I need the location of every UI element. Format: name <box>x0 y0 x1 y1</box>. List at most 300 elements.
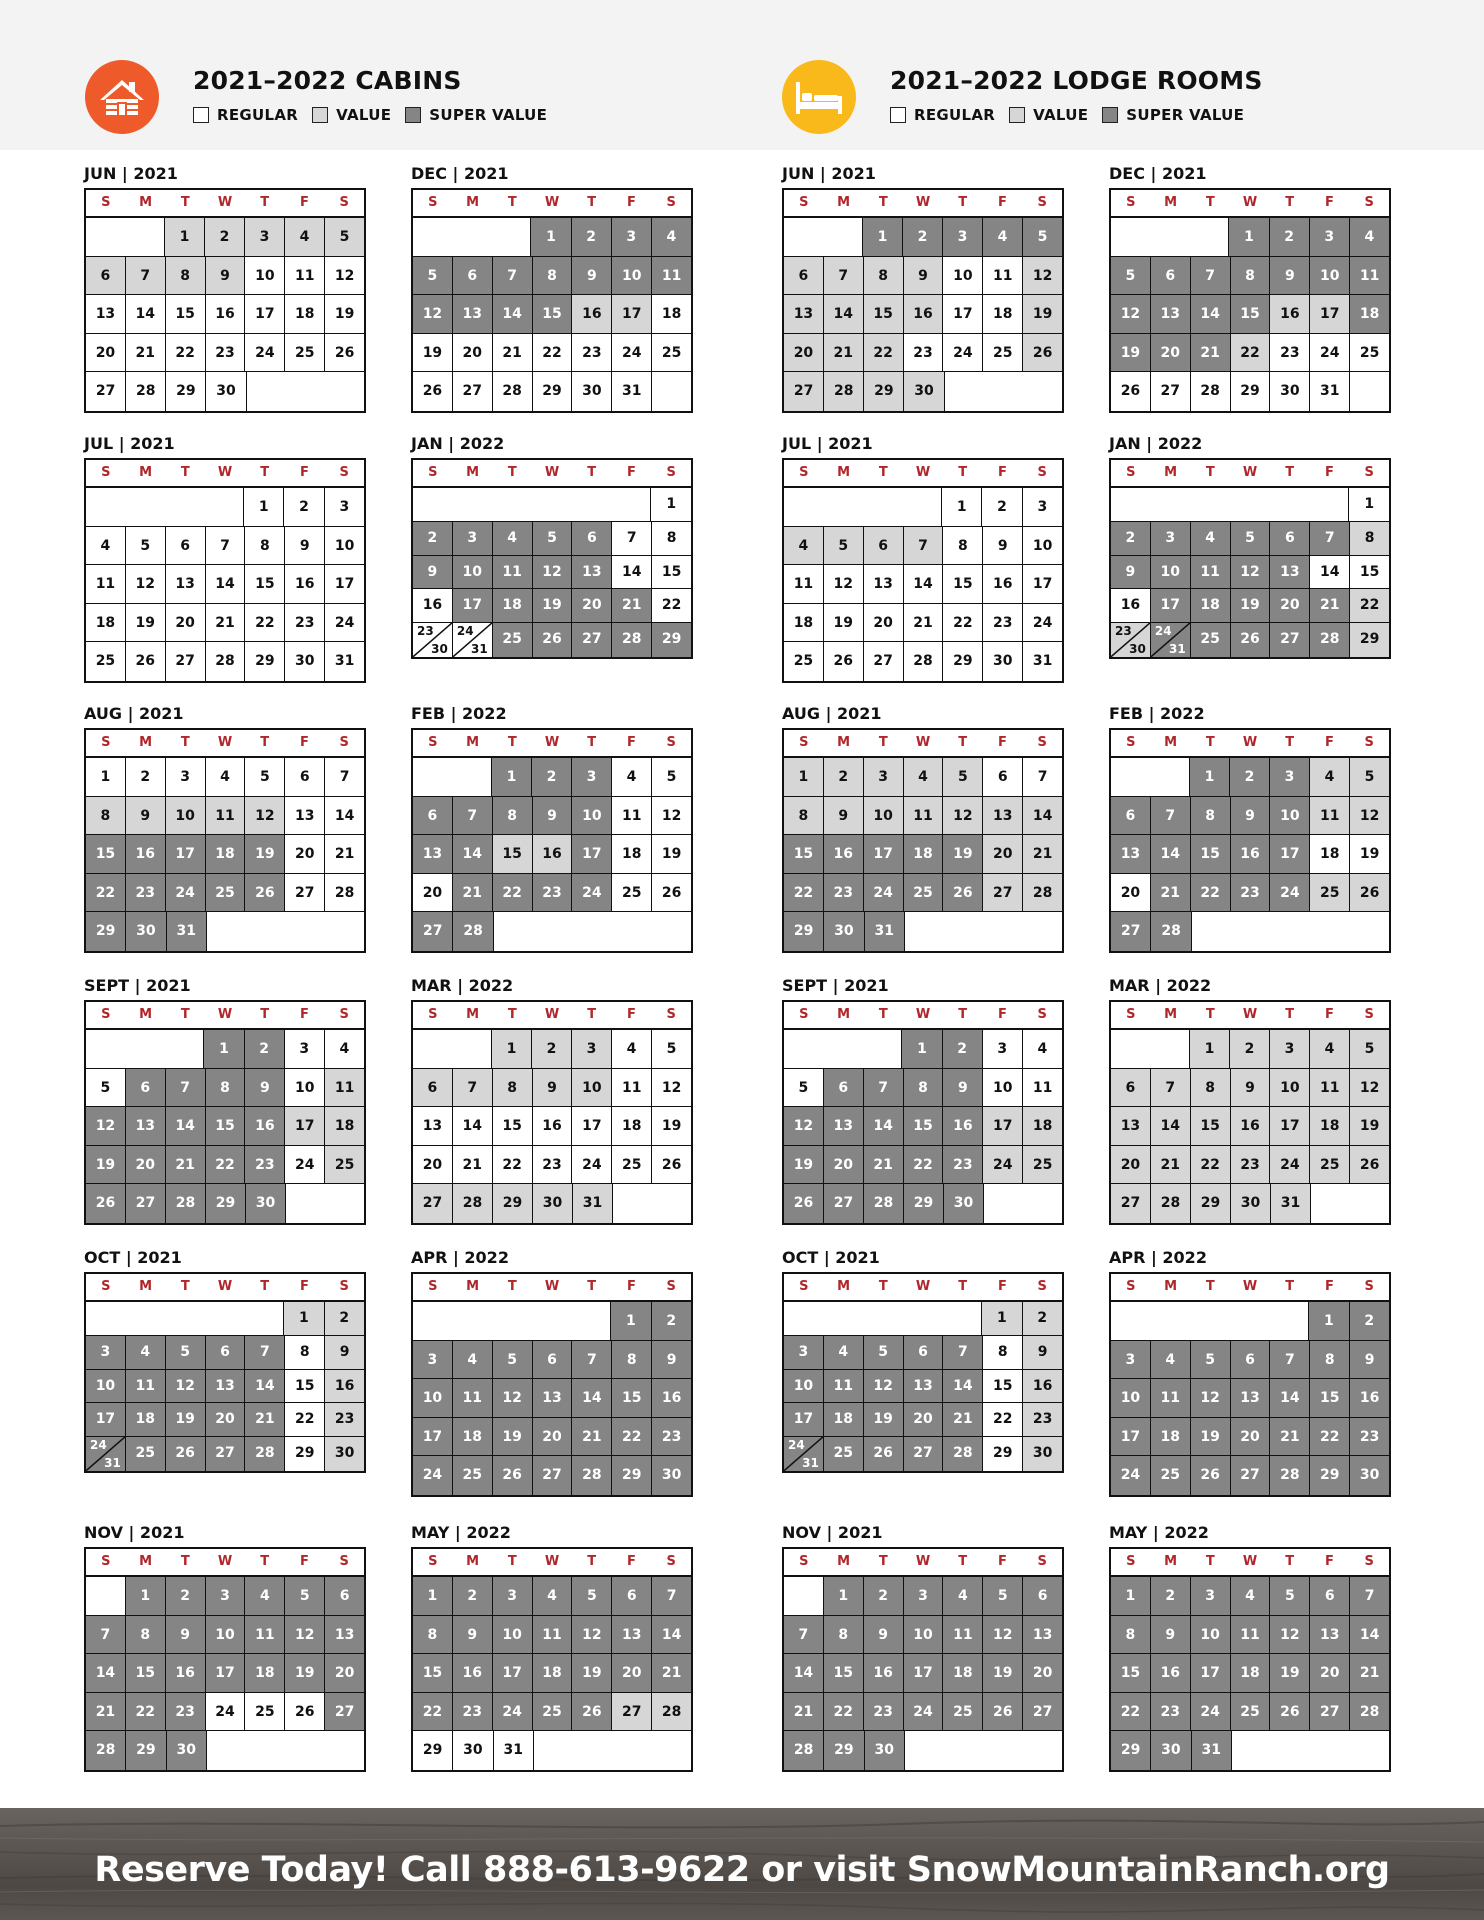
week-row <box>86 1069 364 1108</box>
day-cell: 23 <box>824 874 864 912</box>
week-row <box>86 372 364 411</box>
week-row <box>784 1336 1062 1370</box>
day-cell: 10 <box>1151 556 1191 589</box>
day-cell: 21 <box>245 1403 285 1436</box>
day-cell: 17 <box>1191 1654 1231 1692</box>
day-cell: 17 <box>612 295 652 333</box>
empty-day <box>531 1302 570 1340</box>
empty-day <box>286 1184 325 1223</box>
super-value-swatch <box>1102 107 1118 123</box>
week-row <box>413 1146 691 1185</box>
week-row <box>1111 1030 1389 1069</box>
empty-day <box>784 1030 823 1068</box>
weekday-label: F <box>1325 1279 1334 1294</box>
day-cell: 4 <box>1191 522 1231 555</box>
weekday-label: W <box>1242 1554 1258 1569</box>
day-cell: 22 <box>1310 1418 1350 1456</box>
day-cell: 25 <box>206 874 246 912</box>
day-cell: 12 <box>1023 257 1062 295</box>
day-cell: 4 <box>784 527 824 565</box>
day-cell: 26 <box>784 1184 824 1223</box>
value-swatch <box>312 107 328 123</box>
month-grid <box>411 458 693 659</box>
day-cell: 23 <box>652 1418 691 1456</box>
day-cell: 19 <box>943 835 983 873</box>
day-cell: 3 <box>983 1030 1023 1068</box>
day-cell: 16 <box>1231 835 1271 873</box>
day-cell: 12 <box>1231 556 1271 589</box>
day-cell: 7 <box>325 758 364 796</box>
day-cell: 30 <box>1350 1456 1389 1495</box>
weekday-label: F <box>627 1554 636 1569</box>
day-cell: 2 <box>325 1302 364 1335</box>
day-cell: 11 <box>206 797 246 835</box>
day-cell: 13 <box>453 295 493 333</box>
day-cell: 30 <box>206 372 246 411</box>
empty-day <box>945 372 984 411</box>
day-cell: 2 <box>943 1030 983 1068</box>
day-cell: 4 <box>1310 758 1350 796</box>
day-cell: 14 <box>206 565 246 603</box>
day-cell: 27 <box>612 1693 652 1731</box>
day-cell: 12 <box>943 797 983 835</box>
empty-day <box>1151 488 1191 521</box>
day-cell: 21 <box>572 1418 612 1456</box>
day-cell: 19 <box>325 295 364 333</box>
day-cell: 17 <box>493 1654 533 1692</box>
empty-day <box>247 372 286 411</box>
day-cell: 25 <box>245 1693 285 1731</box>
day-cell: 13 <box>1111 1107 1151 1145</box>
day-cell: 7 <box>1350 1577 1389 1615</box>
day-cell: 22 <box>824 1693 864 1731</box>
month-grid <box>782 458 1064 683</box>
empty-day <box>1311 1184 1350 1223</box>
regular-swatch <box>193 107 209 123</box>
day-cell: 15 <box>1350 556 1389 589</box>
day-cell: 13 <box>572 556 612 589</box>
day-cell: 30 <box>1023 1437 1062 1471</box>
weekday-label: F <box>627 1279 636 1294</box>
day-cell: 8 <box>533 257 573 295</box>
empty-day <box>1309 488 1350 521</box>
day-cell: 22 <box>943 604 983 642</box>
weekday-label: W <box>217 465 233 480</box>
day-cell: 9 <box>1151 1616 1191 1654</box>
day-cell: 2 <box>652 1302 691 1340</box>
day-cell: 24 <box>1023 604 1062 642</box>
day-cell: 6 <box>784 257 824 295</box>
day-cell: 6 <box>453 257 493 295</box>
day-cell: 4 <box>824 1336 864 1369</box>
week-row <box>1111 1107 1389 1146</box>
day-cell: 19 <box>1350 1107 1389 1145</box>
day-cell: 27 <box>784 372 824 411</box>
weekday-label: W <box>544 1007 560 1022</box>
day-cell: 1 <box>611 1302 651 1340</box>
week-row <box>413 295 691 334</box>
weekday-label: S <box>1364 735 1374 750</box>
empty-day <box>612 912 651 951</box>
week-row <box>784 218 1062 257</box>
day-cell: 24 <box>493 1693 533 1731</box>
month-title: SEPT | 2021 <box>84 976 191 995</box>
bed-icon <box>782 60 856 134</box>
day-cell: 5 <box>126 527 166 565</box>
empty-day <box>1023 912 1062 951</box>
day-cell: 7 <box>1191 257 1231 295</box>
weekday-label: F <box>998 465 1007 480</box>
day-cell: 10 <box>1270 797 1310 835</box>
day-cell: 27 <box>983 874 1023 912</box>
weekday-header <box>1111 1002 1389 1030</box>
day-cell: 14 <box>1270 1379 1310 1417</box>
week-row <box>784 527 1062 566</box>
empty-day <box>285 1731 324 1770</box>
day-cell: 30 <box>533 1184 573 1223</box>
day-cell: 6 <box>1111 1069 1151 1107</box>
weekday-label: S <box>428 195 438 210</box>
day-cell: 5 <box>166 1336 206 1369</box>
week-row <box>413 1577 691 1616</box>
month-grid <box>84 458 366 683</box>
week-row <box>1111 1616 1389 1655</box>
day-cell: 1 <box>86 758 126 796</box>
day-cell: 11 <box>1350 257 1389 295</box>
month-title: NOV | 2021 <box>84 1523 185 1542</box>
day-cell: 14 <box>453 835 493 873</box>
week-row <box>413 874 691 913</box>
day-cell: 26 <box>245 874 285 912</box>
day-cell: 20 <box>1231 1418 1271 1456</box>
day-cell: 20 <box>1151 334 1191 372</box>
day-cell: 27 <box>1111 1184 1151 1223</box>
day-cell: 4 <box>1231 1577 1271 1615</box>
day-cell: 17 <box>1310 295 1350 333</box>
weekday-label: W <box>915 195 931 210</box>
weekday-label: F <box>300 465 309 480</box>
day-cell: 14 <box>864 1107 904 1145</box>
day-cell: 24 <box>325 604 364 642</box>
day-cell: 14 <box>1151 1107 1191 1145</box>
week-row <box>1111 1146 1389 1185</box>
week-row <box>413 758 691 797</box>
day-cell: 8 <box>493 1069 533 1107</box>
week-row <box>413 1107 691 1146</box>
day-cell: 14 <box>572 1379 612 1417</box>
day-cell: 14 <box>652 1616 691 1654</box>
month-grid <box>782 728 1064 953</box>
empty-day <box>413 1302 452 1340</box>
day-cell: 1 <box>204 1030 244 1068</box>
day-cell: 17 <box>413 1418 453 1456</box>
day-cell: 17 <box>1270 1107 1310 1145</box>
week-row <box>413 488 691 522</box>
empty-day <box>207 1731 246 1770</box>
week-row <box>1111 218 1389 257</box>
day-cell: 18 <box>493 589 533 622</box>
weekday-label: S <box>339 735 349 750</box>
empty-day <box>1229 1302 1268 1340</box>
empty-day <box>1111 758 1150 796</box>
day-cell: 14 <box>612 556 652 589</box>
day-cell: 26 <box>1111 372 1151 411</box>
weekday-label: W <box>915 735 931 750</box>
day-cell: 13 <box>126 1107 166 1145</box>
day-cell: 12 <box>1111 295 1151 333</box>
day-cell: 19 <box>864 1403 904 1436</box>
weekday-label: F <box>627 1007 636 1022</box>
week-row <box>784 565 1062 604</box>
day-cell: 22 <box>1111 1693 1151 1731</box>
day-cell: 24 <box>1270 1146 1310 1184</box>
day-number: 30 <box>1129 641 1146 656</box>
day-cell: 6 <box>126 1069 166 1107</box>
week-row <box>413 1030 691 1069</box>
day-cell: 10 <box>86 1370 126 1403</box>
weekday-label: M <box>1164 465 1178 480</box>
day-cell: 23 <box>904 334 944 372</box>
empty-day <box>1232 1731 1271 1770</box>
day-cell: 11 <box>285 257 325 295</box>
day-cell: 28 <box>453 912 493 951</box>
day-cell: 11 <box>983 257 1023 295</box>
weekday-label: M <box>466 1554 480 1569</box>
day-cell: 9 <box>1231 1069 1271 1107</box>
day-cell: 2 <box>903 218 943 256</box>
week-row <box>784 874 1062 913</box>
empty-day <box>125 488 164 526</box>
weekday-header <box>784 1274 1062 1302</box>
empty-day <box>784 1302 823 1335</box>
day-cell: 29 <box>1310 1456 1350 1495</box>
day-cell: 15 <box>943 565 983 603</box>
week-row <box>1111 1184 1389 1223</box>
weekday-label: M <box>466 735 480 750</box>
month-grid <box>782 1000 1064 1225</box>
month-title: AUG | 2021 <box>84 704 184 723</box>
week-row <box>784 1107 1062 1146</box>
weekday-header <box>86 190 364 218</box>
empty-day <box>165 1302 204 1335</box>
day-cell: 17 <box>864 835 904 873</box>
week-row <box>413 1379 691 1418</box>
day-cell: 22 <box>983 1403 1023 1436</box>
day-cell: 30 <box>652 1456 691 1495</box>
empty-day <box>862 1030 902 1068</box>
day-cell: 30 <box>983 642 1023 681</box>
day-cell: 1 <box>1349 488 1389 521</box>
weekday-label: T <box>260 1279 270 1294</box>
day-cell: 20 <box>453 334 493 372</box>
day-cell: 26 <box>86 1184 126 1223</box>
weekday-label: S <box>428 735 438 750</box>
day-cell: 2 <box>532 758 572 796</box>
week-row <box>1111 295 1389 334</box>
day-cell: 14 <box>325 797 364 835</box>
day-cell: 4 <box>453 1341 493 1379</box>
month-title: SEPT | 2021 <box>782 976 889 995</box>
month-grid <box>1109 458 1391 659</box>
day-cell: 31 <box>865 912 905 951</box>
day-cell: 18 <box>533 1654 573 1692</box>
day-cell: 30 <box>824 912 864 951</box>
day-cell: 14 <box>126 295 166 333</box>
month-grid <box>782 188 1064 413</box>
weekday-label: S <box>1126 1554 1136 1569</box>
day-cell: 4 <box>533 1577 573 1615</box>
day-cell: 7 <box>206 527 246 565</box>
day-cell: 24 <box>1270 874 1310 912</box>
day-cell: 2 <box>245 1030 285 1068</box>
day-cell: 5 <box>325 218 364 256</box>
day-cell: 5 <box>943 758 983 796</box>
day-cell: 25 <box>652 334 691 372</box>
day-cell: 21 <box>325 835 364 873</box>
weekday-label: F <box>1325 1007 1334 1022</box>
month-grid <box>84 1547 366 1772</box>
empty-day <box>1189 218 1229 256</box>
week-row <box>784 295 1062 334</box>
day-cell: 2 <box>1111 522 1151 555</box>
day-cell: 27 <box>572 623 612 657</box>
month-title: NOV | 2021 <box>782 1523 883 1542</box>
day-cell: 23 <box>166 1693 206 1731</box>
weekday-label: S <box>799 1007 809 1022</box>
day-cell: 10 <box>864 797 904 835</box>
weekday-label: M <box>1164 1279 1178 1294</box>
day-cell: 4 <box>86 527 126 565</box>
day-cell: 13 <box>784 295 824 333</box>
weekday-label: S <box>666 195 676 210</box>
split-day-cell <box>413 623 453 657</box>
day-cell: 22 <box>166 334 206 372</box>
day-cell: 30 <box>1151 1731 1191 1770</box>
day-cell: 18 <box>453 1418 493 1456</box>
day-cell: 12 <box>166 1370 206 1403</box>
day-cell: 5 <box>1023 218 1062 256</box>
day-cell: 23 <box>1350 1418 1389 1456</box>
day-cell: 7 <box>86 1616 126 1654</box>
day-cell: 10 <box>285 1069 325 1107</box>
day-cell: 23 <box>325 1403 364 1436</box>
weekday-label: W <box>915 1007 931 1022</box>
weekday-label: T <box>958 1007 968 1022</box>
day-cell: 14 <box>493 295 533 333</box>
week-row <box>1111 1654 1389 1693</box>
day-cell: 29 <box>1350 623 1389 657</box>
day-cell: 29 <box>652 623 691 657</box>
day-cell: 14 <box>1151 835 1191 873</box>
day-cell: 23 <box>126 874 166 912</box>
weekday-label: T <box>958 195 968 210</box>
day-cell: 4 <box>245 1577 285 1615</box>
weekday-label: S <box>1364 1554 1374 1569</box>
empty-day <box>571 488 611 521</box>
month-title: MAY | 2022 <box>1109 1523 1209 1542</box>
week-row <box>784 642 1062 681</box>
day-cell: 1 <box>244 488 284 526</box>
empty-day <box>492 488 532 521</box>
empty-day <box>452 1302 491 1340</box>
month-title: JUL | 2021 <box>84 434 175 453</box>
week-row <box>413 1418 691 1457</box>
day-cell: 17 <box>86 1403 126 1436</box>
day-cell: 24 <box>413 1456 453 1495</box>
day-cell: 22 <box>1191 874 1231 912</box>
day-cell: 23 <box>533 874 573 912</box>
day-cell: 6 <box>572 522 612 555</box>
day-cell: 19 <box>824 604 864 642</box>
empty-day <box>944 912 983 951</box>
weekday-label: M <box>466 1279 480 1294</box>
day-cell: 18 <box>1231 1654 1271 1692</box>
day-cell: 27 <box>413 912 453 951</box>
empty-day <box>823 218 863 256</box>
empty-day <box>452 1030 492 1068</box>
day-cell: 20 <box>325 1654 364 1692</box>
week-row <box>1111 623 1389 657</box>
weekday-label: T <box>1205 465 1215 480</box>
day-cell: 1 <box>1229 218 1269 256</box>
day-cell: 29 <box>413 1731 453 1770</box>
weekday-label: M <box>1164 735 1178 750</box>
day-cell: 1 <box>1190 758 1230 796</box>
day-cell: 25 <box>86 642 126 681</box>
day-cell: 4 <box>943 1577 983 1615</box>
empty-day <box>325 1184 364 1223</box>
day-cell: 21 <box>904 604 944 642</box>
week-row <box>784 1654 1062 1693</box>
empty-day <box>494 912 533 951</box>
day-cell: 8 <box>1191 1069 1231 1107</box>
day-cell: 21 <box>943 1403 983 1436</box>
legend-super-value: SUPER VALUE <box>405 106 547 124</box>
week-row <box>86 1184 364 1223</box>
weekday-label: T <box>587 195 597 210</box>
day-cell: 8 <box>1231 257 1271 295</box>
day-cell: 25 <box>1023 1146 1062 1184</box>
empty-day <box>823 1030 862 1068</box>
day-cell: 12 <box>572 1616 612 1654</box>
weekday-label: W <box>1242 735 1258 750</box>
day-cell: 15 <box>784 835 824 873</box>
weekday-label: M <box>837 195 851 210</box>
day-cell: 28 <box>86 1731 126 1770</box>
week-row <box>86 604 364 643</box>
day-cell: 13 <box>983 797 1023 835</box>
empty-day <box>784 218 823 256</box>
day-cell: 30 <box>167 1731 207 1770</box>
day-cell: 23 <box>206 334 246 372</box>
day-cell: 7 <box>1151 1069 1191 1107</box>
day-cell: 28 <box>1191 372 1231 411</box>
day-cell: 13 <box>1270 556 1310 589</box>
day-cell: 12 <box>1191 1379 1231 1417</box>
day-cell: 6 <box>206 1336 246 1369</box>
day-cell: 13 <box>413 835 453 873</box>
week-row <box>1111 1302 1389 1341</box>
weekday-label: M <box>466 1007 480 1022</box>
week-row <box>86 1577 364 1616</box>
day-cell: 15 <box>1111 1654 1151 1692</box>
day-cell: 28 <box>1350 1693 1389 1731</box>
weekday-header <box>413 460 691 488</box>
empty-day <box>652 912 691 951</box>
empty-day <box>612 1731 651 1770</box>
day-cell: 21 <box>612 589 652 622</box>
day-cell: 19 <box>1023 295 1062 333</box>
